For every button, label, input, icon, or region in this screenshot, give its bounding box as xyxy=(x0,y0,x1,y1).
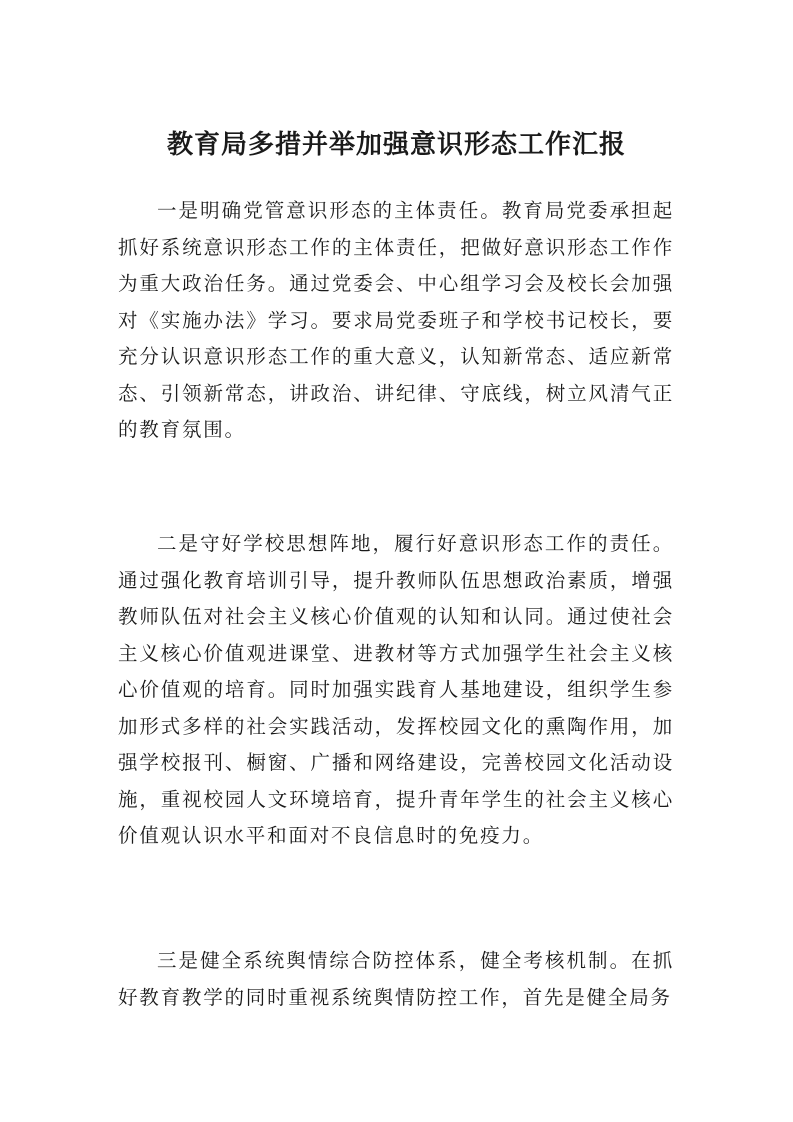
document-title: 教育局多措并举加强意识形态工作汇报 xyxy=(166,130,626,160)
paragraph-1: 一是明确党管意识形态的主体责任。教育局党委承担起抓好系统意识形态工作的主体责任，把做好意识形态工作作为重大政治任务。通过党委会、中心组学习会及校长会加强对《实施办法》学习。要求局党委班子和学校书记校长，要充分认识意识形态工作的重大意义，认知新常态、适应新常态、引领新常态，讲政治、讲纪律、守底线，树立风清气正的教育氛围。 xyxy=(118,199,674,441)
paragraph-3: 三是健全系统舆情综合防控体系，健全考核机制。在抓好教育教学的同时重视系统舆情防控工作，首先是健全局务 xyxy=(118,949,674,1009)
paragraph-2: 二是守好学校思想阵地，履行好意识形态工作的责任。通过强化教育培训引导，提升教师队伍思想政治素质，增强教师队伍对社会主义核心价值观的认知和认同。通过使社会主义核心价值观进课堂、进教材等方式加强学生社会主义核心价值观的培育。同时加强实践育人基地建设，组织学生参加形式多样的社会实践活动，发挥校园文化的熏陶作用，加强学校报刊、橱窗、广播和网络建设，完善校园文化活动设施，重视校园人文环境培育，提升青年学生的社会主义核心价值观认识水平和面对不良信息时的免疫力。 xyxy=(118,532,674,847)
